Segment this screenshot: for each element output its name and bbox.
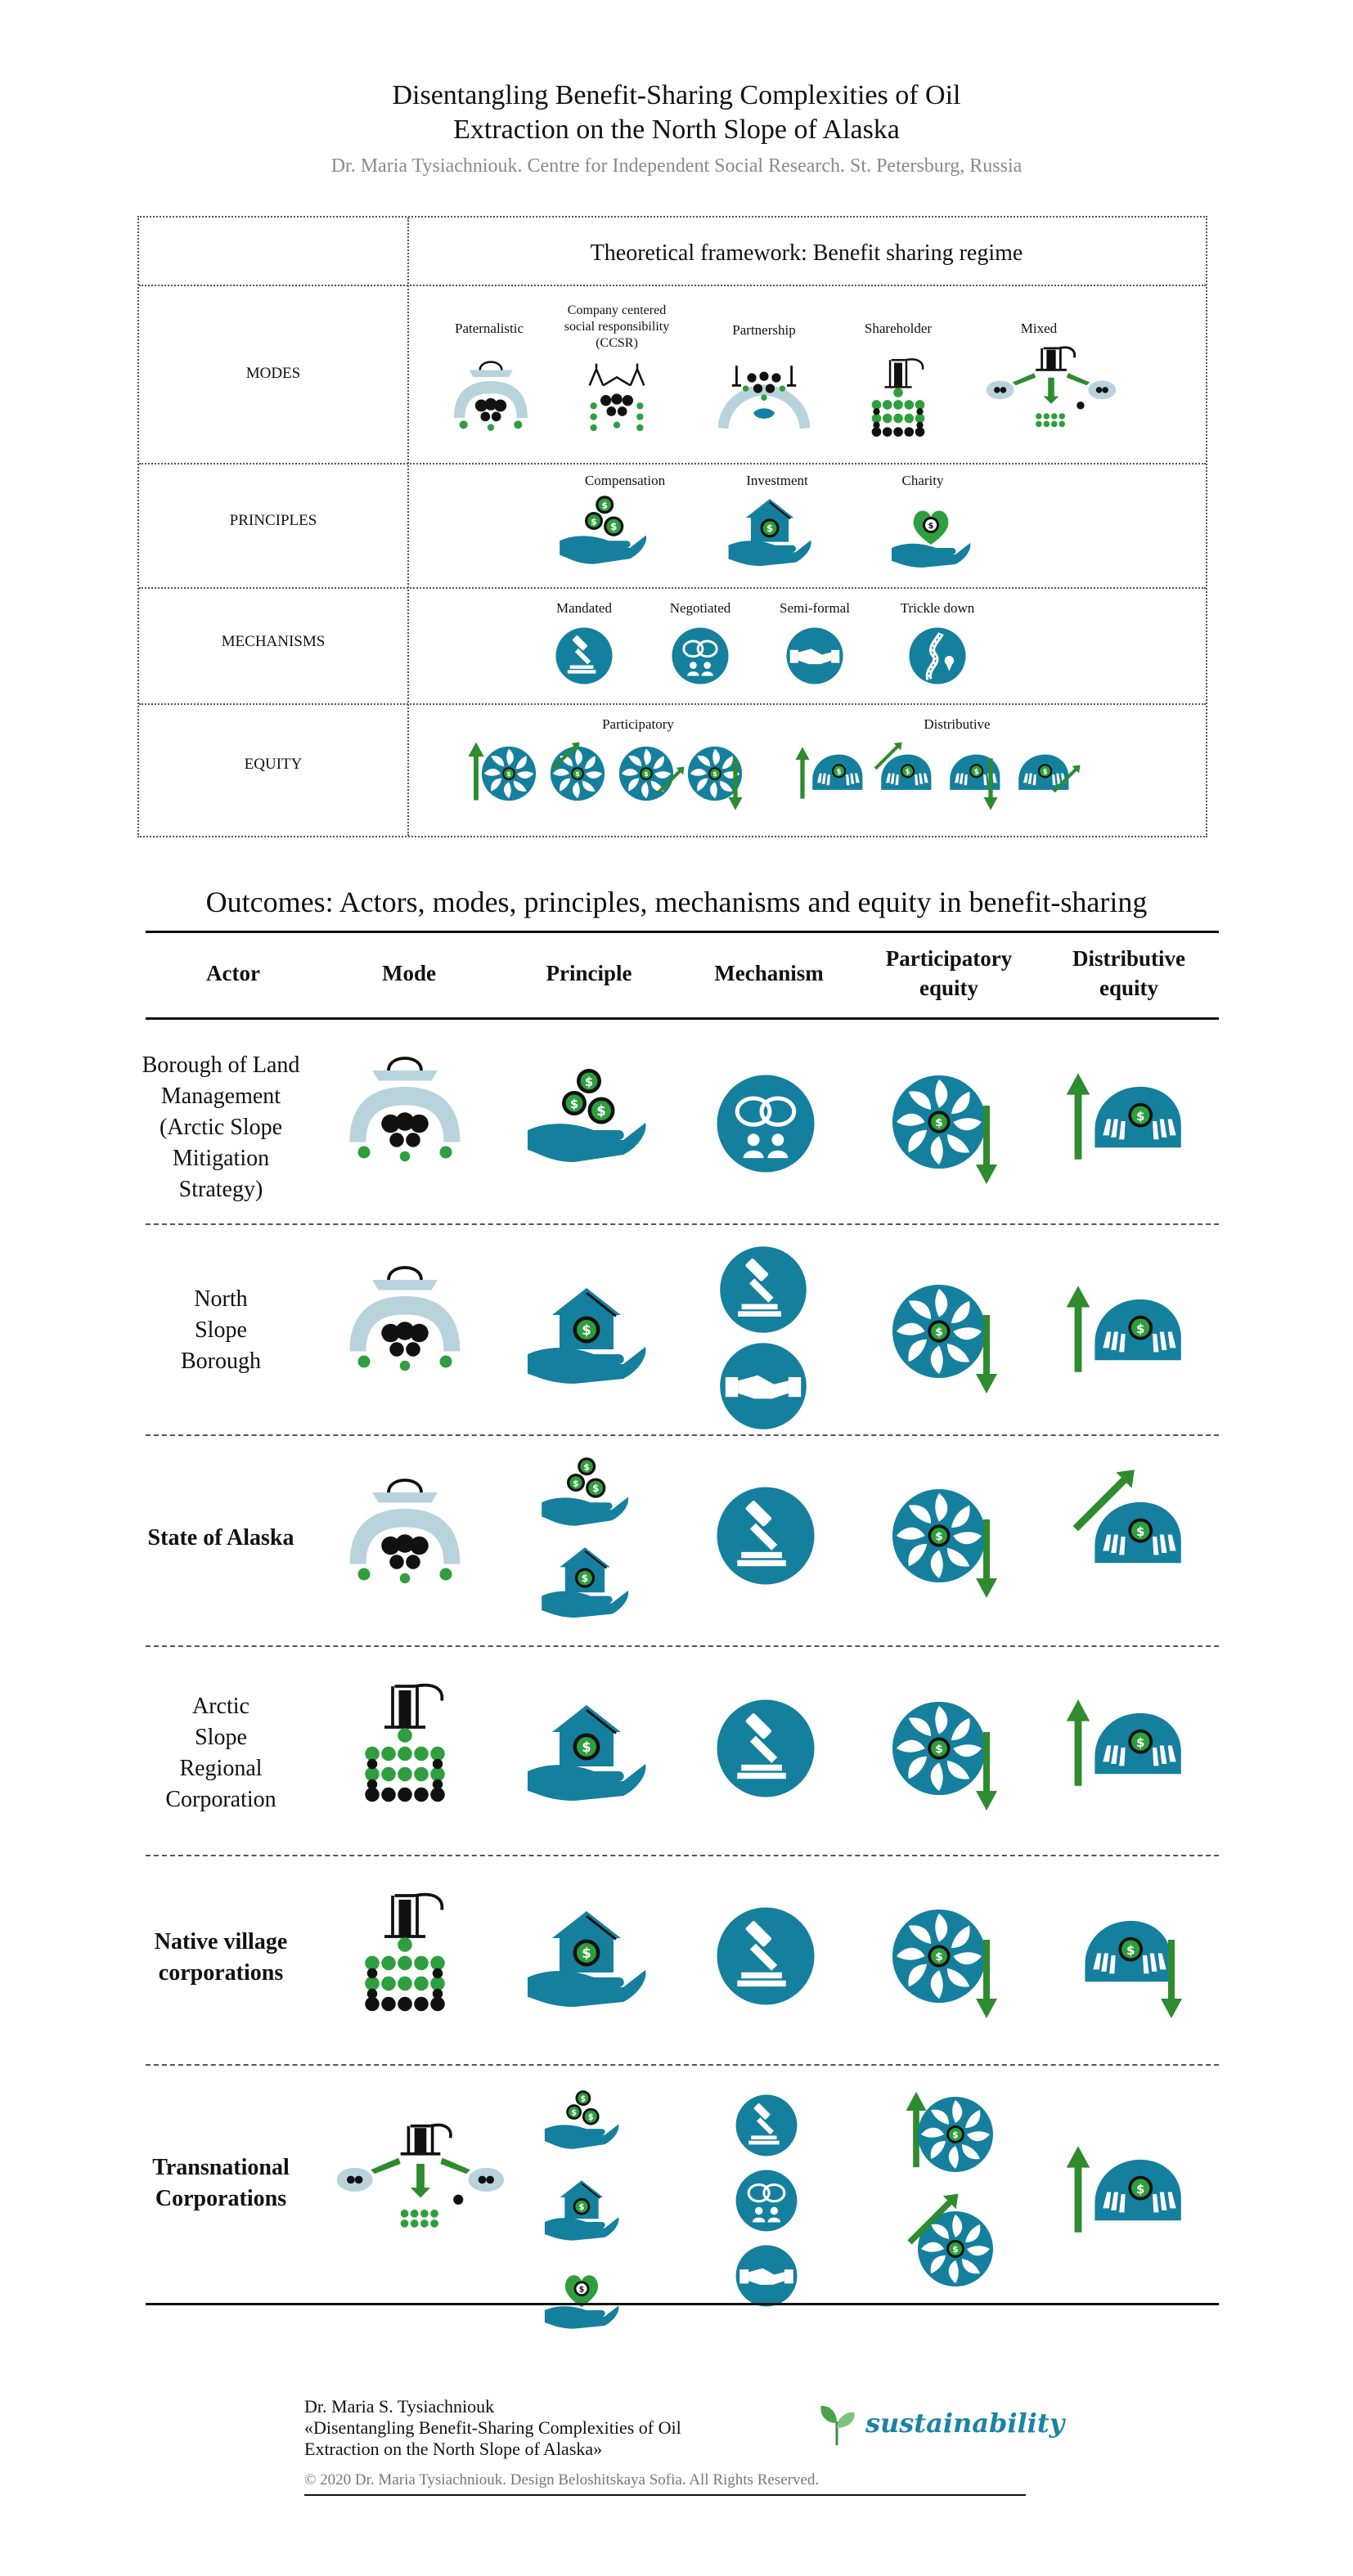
arrow-diag-icon [1052,764,1081,793]
mode-label-paternalistic: Paternalistic [454,321,524,336]
framework-row-line [139,285,1206,286]
hands-coin-arrow-icon [1078,1075,1193,1176]
paternalistic-mode-icon [344,1259,466,1382]
equity-label-participatory: Participatory [602,716,674,732]
table-bottom-rule [146,2303,1219,2305]
road-icon [908,626,967,685]
ccsr-line-2: social responsibility [564,320,670,334]
actor-line: corporations [158,1960,284,1986]
title-line-1: Disentangling Benefit-Sharing Complexities of Oil [392,80,961,110]
outcomes-title: Outcomes: Actors, modes, principles, mechanisms and equity in benefit-sharing [205,886,1148,918]
actor-line: Corporation [165,1787,276,1812]
compensation-icon [525,1066,648,1165]
paternalistic-mode-icon [344,1472,466,1595]
ccsr-mode-icon [576,358,658,440]
mechanism-label-negotiated: Negotiated [669,600,731,616]
footer-author: Dr. Maria S. Tysiachniouk [304,2396,495,2417]
table-top-rule [146,931,1219,933]
row-divider [146,2064,1219,2066]
framework-row-line [139,463,1206,464]
header-distributive-line2: equity [1099,976,1158,1000]
journal-logo: sustainability [865,2408,1065,2439]
actor-line: Corporations [155,2186,287,2211]
shareholder-mode-icon [344,1881,466,2033]
framework-divider [407,218,409,836]
sustainability-leaf-icon [813,2399,861,2447]
principle-label-compensation: Compensation [584,473,666,488]
gavel-icon [715,1905,816,2007]
gavel-icon [715,1698,816,1799]
header-participatory-line1: Participatory [885,946,1013,971]
footer-rule [304,2494,1026,2496]
actor-line: Regional [179,1756,263,1781]
handshake-icon [718,1341,808,1431]
framework-row-line [139,703,1206,705]
arrow-diag-icon [551,741,581,770]
arrow-down-icon [972,1313,1001,1395]
actor-line: Slope [195,1725,247,1750]
footer-work-line1: «Disentangling Benefit-Sharing Complexities of Oil [304,2417,681,2438]
row-divider [146,1645,1219,1647]
header-distributive-equity [1047,944,1211,1003]
ccsr-line-1: Company centered [567,303,667,317]
compensation-icon [558,494,648,566]
actor-line: Borough of Land [142,1052,300,1078]
arrow-down-icon [1157,1938,1186,2020]
principle-label-investment: Investment [746,473,808,488]
mixed-mode-icon [982,342,1121,435]
actor-line: Strategy) [178,1177,263,1202]
charity-icon [543,2267,620,2329]
hands-coin-arrow-icon [1078,1701,1193,1802]
footer-work-line2: Extraction on the North Slope of Alaska» [304,2439,603,2459]
gavel-icon [718,1245,808,1335]
header-mode: Mode [382,961,436,985]
hands-coin-arrow-icon [1078,2147,1193,2249]
header-principle: Principle [546,961,632,985]
header-mechanism: Mechanism [714,961,824,985]
charity-icon [890,502,972,568]
author-affiliation: Dr. Maria Tysiachniouk. Centre for Independent Social Research. St. Petersburg, Russia [330,155,1023,177]
actor-native-village-corporations [131,1927,311,1989]
gavel-icon [735,2094,798,2157]
investment-icon [525,1909,648,2007]
mode-label-ccsr [543,303,690,352]
mode-label-partnership: Partnership [732,322,796,338]
arrow-diag-icon [906,2192,960,2246]
arrow-diag-icon [1072,1467,1137,1533]
row-divider [146,1223,1219,1225]
mechanism-label-trickledown: Trickle down [900,600,975,616]
hands-coin-arrow-icon [803,747,869,806]
actor-line: State of Alaska [147,1525,294,1551]
mode-label-mixed: Mixed [1020,321,1058,336]
equity-label-distributive: Distributive [924,716,991,732]
framework-row-line [139,587,1206,589]
swirl-arrow-icon [915,2094,996,2175]
speech-bubbles-icon [671,626,730,685]
investment-icon [525,1286,648,1384]
actor-arctic-slope-regional-corporation [131,1691,311,1815]
gavel-icon [715,1485,816,1586]
handshake-icon [735,2244,798,2308]
actor-line: Slope [195,1317,247,1343]
header-bottom-rule [146,1017,1219,1020]
arrow-diag-icon [874,741,903,770]
header-distributive-line1: Distributive [1072,946,1185,971]
swirl-arrow-icon [479,744,538,803]
framework-heading: Theoretical framework: Benefit sharing regime [590,240,1023,266]
arrow-down-icon [972,1518,1001,1600]
hands-coin-arrow-icon [1078,1287,1193,1389]
arrow-down-icon [972,1104,1001,1186]
row-label-mechanisms: MECHANISMS [221,633,326,650]
mechanism-label-semiformal: Semi-formal [780,600,850,616]
paternalistic-mode-icon [450,357,532,438]
investment-icon [543,2179,620,2241]
handshake-icon [785,626,844,685]
investment-icon [726,497,813,566]
shareholder-mode-icon [344,1672,466,1824]
actor-line: Native village [154,1929,288,1954]
framework-box [137,216,1207,837]
shareholder-mode-icon [857,353,939,448]
ccsr-line-3: (CCSR) [596,336,638,350]
mechanism-label-mandated: Mandated [556,600,612,616]
header-actor: Actor [206,961,260,985]
row-label-modes: MODES [245,365,301,382]
actor-transnational-corporations [131,2152,311,2215]
actor-line: North [194,1286,248,1312]
actor-line: (Arctic Slope [159,1115,283,1140]
arrow-down-icon [972,1730,1001,1812]
title-line-2: Extraction on the North Slope of Alaska [453,114,900,145]
actor-line: Borough [181,1349,261,1374]
copyright: © 2020 Dr. Maria Tysiachniouk. Design Beloshitskaya Sofia. All Rights Reserved. [304,2471,820,2488]
mode-label-shareholder: Shareholder [864,321,933,336]
row-label-principles: PRINCIPLES [229,512,317,529]
footer-citation [304,2396,681,2460]
speech-bubbles-icon [735,2169,798,2233]
row-divider [146,1855,1219,1856]
row-label-equity: EQUITY [244,756,303,773]
arrow-diag-icon [656,765,685,795]
compensation-icon [543,2089,620,2151]
compensation-icon [540,1456,630,1528]
partnership-mode-icon [718,355,810,447]
mixed-mode-icon [330,2118,510,2237]
actor-line: Mitigation [172,1146,270,1171]
header-participatory-equity [867,944,1031,1003]
poster-title [0,79,1353,147]
investment-icon [525,1703,648,1801]
actor-north-slope-borough [131,1284,311,1377]
speech-bubbles-icon [715,1073,816,1174]
actor-borough-land-management [131,1050,311,1205]
paternalistic-mode-icon [344,1050,466,1173]
gavel-icon [555,626,614,685]
actor-line: Arctic [192,1694,249,1719]
actor-line: Management [160,1084,281,1109]
arrow-down-icon [972,1938,1001,2020]
investment-icon [540,1546,630,1618]
row-divider [146,1434,1219,1436]
header-participatory-line2: equity [919,976,978,1000]
actor-state-of-alaska [131,1523,311,1554]
actor-line: Transnational [152,2155,290,2180]
arrow-down-icon [982,757,1000,811]
arrow-down-icon [726,757,744,811]
principle-label-charity: Charity [901,473,944,488]
